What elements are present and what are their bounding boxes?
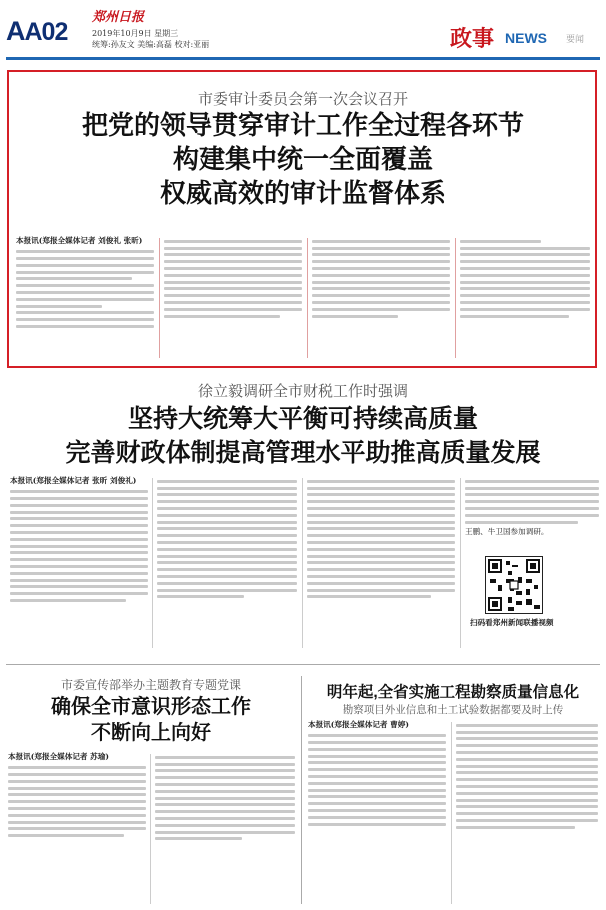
article1-col-3 xyxy=(312,236,450,321)
article4-col-2 xyxy=(456,720,598,833)
article2-headline-line: 完善财政体制提高管理水平助推高质量发展 xyxy=(65,439,541,467)
article2-sign-off: 王鹏、牛卫国参加调研。 xyxy=(465,527,549,537)
article3-headline-line: 不断向上向好 xyxy=(91,722,211,744)
article3-headline-line: 确保全市意识形态工作 xyxy=(51,696,251,718)
article4-byline: 本报讯(郑报全媒体记者 曹婷) xyxy=(308,720,409,729)
article1-headline-line: 构建集中统一全面覆盖 xyxy=(172,144,433,174)
column-divider xyxy=(152,478,153,648)
article2-kicker: 徐立毅调研全市财税工作时强调 xyxy=(197,383,408,400)
section-subtitle: 要闻 xyxy=(566,34,585,44)
section-divider xyxy=(301,676,302,904)
newspaper-logo: 郑州日报 xyxy=(92,10,145,25)
article1-headline-line: 把党的领导贯穿审计工作全过程各环节 xyxy=(81,110,524,140)
article4-headline: 明年起,全省实施工程勘察质量信息化 xyxy=(326,684,580,701)
masthead xyxy=(0,0,606,62)
article3-headline xyxy=(6,694,296,746)
article1-col-1 xyxy=(16,236,154,332)
date-line: 2019年10月9日 星期三 xyxy=(92,29,179,38)
article2-col-4 xyxy=(465,476,599,538)
column-divider xyxy=(307,238,308,358)
article1-headline-line: 权威高效的审计监督体系 xyxy=(159,178,446,208)
column-divider xyxy=(451,722,452,904)
article1-col-4 xyxy=(460,236,590,321)
article1-kicker: 市委审计委员会第一次会议召开 xyxy=(197,91,408,108)
qr-caption: 扫码看郑州新闻联播视频 xyxy=(470,618,554,627)
article2-col-3 xyxy=(307,476,455,602)
column-divider xyxy=(455,238,456,358)
qr-code-icon xyxy=(486,557,542,613)
section-english: NEWS xyxy=(505,30,547,46)
column-divider xyxy=(150,754,151,904)
column-divider xyxy=(302,478,303,648)
article3-col-2 xyxy=(155,752,295,844)
article3-byline: 本报讯(郑报全媒体记者 苏瑜) xyxy=(8,752,109,761)
section-separator xyxy=(6,664,600,665)
column-divider xyxy=(159,238,160,358)
article2-headline xyxy=(6,402,600,470)
article2-col-1 xyxy=(10,476,148,606)
article2-byline: 本报讯(郑报全媒体记者 张昕 刘俊礼) xyxy=(10,476,137,485)
article4-subhead: 勘察项目外业信息和土工试验数据都要及时上传 xyxy=(342,704,564,716)
article3-col-1 xyxy=(8,752,146,841)
page-number: AA02 xyxy=(6,16,68,46)
article1-col-2 xyxy=(164,236,302,321)
qr-code[interactable] xyxy=(485,556,543,614)
header-rule xyxy=(6,57,600,60)
article1-headline xyxy=(10,108,596,210)
article4-col-1 xyxy=(308,720,446,829)
editors-line: 统筹:孙友文 美编:高磊 校对:亚丽 xyxy=(92,40,210,49)
article1-byline: 本报讯(郑报全媒体记者 刘俊礼 张昕) xyxy=(16,236,143,245)
article3-kicker: 市委宣传部举办主题教育专题党课 xyxy=(60,678,241,692)
article2-col-2 xyxy=(157,476,297,602)
column-divider xyxy=(460,478,461,648)
section-title: 政事 xyxy=(450,26,495,52)
article2-headline-line: 坚持大统筹大平衡可持续高质量 xyxy=(127,405,478,433)
